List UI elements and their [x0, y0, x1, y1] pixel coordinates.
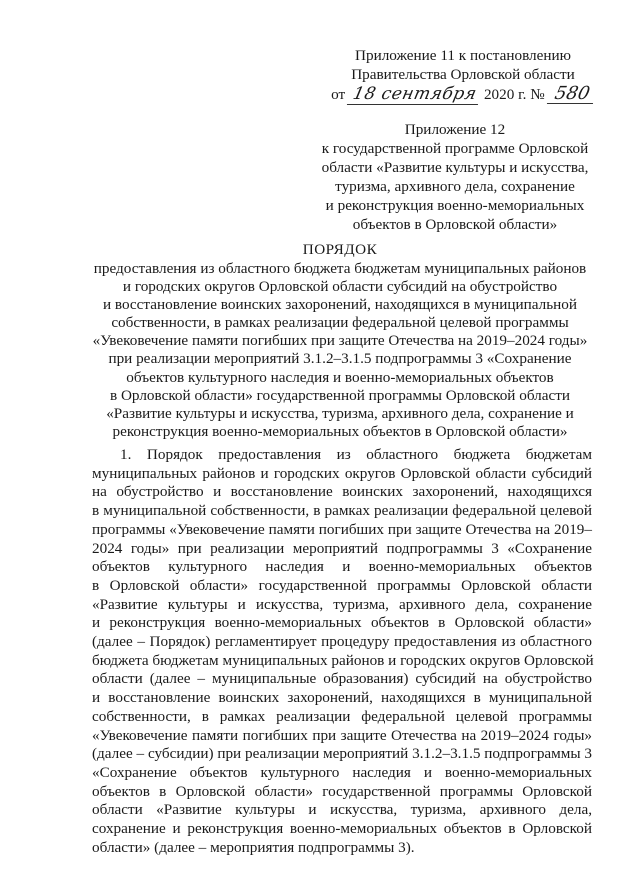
appendix-12-line: к государственной программе Орловской: [321, 140, 589, 157]
paragraph-line: области (далее – муниципальные образования) субсидий на обустройство: [92, 670, 592, 688]
heading-line: и городских округов Орловской области субсидий на обустройство: [122, 278, 558, 296]
paragraph-line: области» (далее – мероприятия подпрограммы 3).: [92, 838, 415, 856]
appendix-12-line: и реконструкция военно-мемориальных: [325, 197, 585, 214]
document-heading: [70, 260, 610, 441]
paragraph-line: программы «Увековечение памяти погибших при защите Отечества на 2019–: [92, 520, 592, 538]
heading-line: собственности, в рамках реализации федеральной целевой программы: [111, 314, 569, 332]
appendix-12-line: области «Развитие культуры и искусства,: [321, 159, 589, 176]
paragraph-line: и восстановление воинских захоронений, находящихся в муниципальной: [92, 689, 592, 707]
paragraph-line: «Сохранение объектов культурного наследия и военно-мемориальных: [92, 763, 592, 781]
appendix-12-line: Приложение 12: [404, 121, 506, 138]
appendix-12-line: объектов в Орловской области»: [352, 216, 558, 233]
handwritten-number: 580: [546, 84, 597, 104]
heading-line: и восстановление воинских захоронений, находящихся в муниципальной: [102, 296, 578, 314]
appendix-11-date-line: [318, 84, 608, 105]
paragraph-line: собственности, в рамках реализации федеральной целевой программы: [92, 707, 592, 725]
paragraph-line: объектов культурного наследия и военно-мемориальных объектов: [92, 558, 592, 576]
heading-line: при реализации мероприятий 3.1.2–3.1.5 подпрограммы 3 «Сохранение: [108, 350, 572, 368]
paragraph-line: «Увековечение памяти погибших при защите Отечества на 2019–2024 годы»: [92, 726, 592, 744]
paragraph-1: [92, 446, 592, 857]
paragraph-line: муниципальных районов и городских округов Орловской области субсидий: [92, 464, 592, 482]
appendix-11-block: [318, 46, 608, 105]
handwritten-date: 18 сентября: [347, 85, 482, 105]
paragraph-line: «Развитие культуры и искусства, туризма, архивного дела, сохранение: [92, 595, 592, 613]
paragraph-line: сохранение и реконструкция военно-мемориальных объектов в Орловской: [92, 820, 592, 838]
paragraph-line: в муниципальной собственности, в рамках реализации федеральной целевой: [92, 502, 592, 520]
paragraph-line: в Орловской области» государственной программы Орловской области: [92, 576, 592, 594]
appendix-12-line: туризма, архивного дела, сохранение: [335, 178, 575, 195]
heading-line: объектов культурного наследия и военно-мемориальных объектов: [126, 368, 554, 386]
appendix-11-line-2: Правительства Орловской области: [351, 66, 575, 83]
paragraph-line: бюджета бюджетам муниципальных районов и городских округов Орловской: [92, 651, 594, 669]
paragraph-line: и реконструкция военно-мемориальных объектов в Орловской области»: [92, 614, 592, 632]
paragraph-line: на обустройство и восстановление воинских захоронений, находящихся: [92, 483, 592, 501]
heading-line: реконструкция военно-мемориальных объектов в Орловской области»: [112, 422, 568, 440]
appendix-11-line-1: Приложение 11 к постановлению: [355, 47, 571, 64]
heading-line: предоставления из областного бюджета бюджетам муниципальных районов: [93, 260, 587, 277]
year-text: 2020 г. №: [483, 86, 545, 103]
paragraph-line: (далее – субсидии) при реализации мероприятий 3.1.2–3.1.5 подпрограммы 3: [92, 745, 592, 763]
date-prefix: от: [331, 86, 346, 103]
paragraph-line: области «Развитие культуры и искусства, туризма, архивного дела,: [92, 801, 592, 819]
document-title: ПОРЯДОК: [302, 241, 378, 258]
appendix-12-block: [296, 120, 614, 234]
heading-line: в Орловской области» государственной программы Орловской области: [110, 386, 570, 404]
heading-line: «Увековечение памяти погибших при защите Отечества на 2019–2024 годы»: [92, 332, 588, 350]
paragraph-line: 1. Порядок предоставления из областного бюджета бюджетам: [120, 446, 592, 463]
paragraph-line: (далее – Порядок) регламентирует процедуру предоставления из областного: [92, 633, 592, 651]
paragraph-line: 2024 годы» при реализации мероприятий подпрограммы 3 «Сохранение: [92, 539, 592, 557]
heading-line: «Развитие культуры и искусства, туризма, архивного дела, сохранение и: [106, 404, 574, 422]
paragraph-line: объектов в Орловской области» государственной программы Орловской: [92, 782, 592, 800]
